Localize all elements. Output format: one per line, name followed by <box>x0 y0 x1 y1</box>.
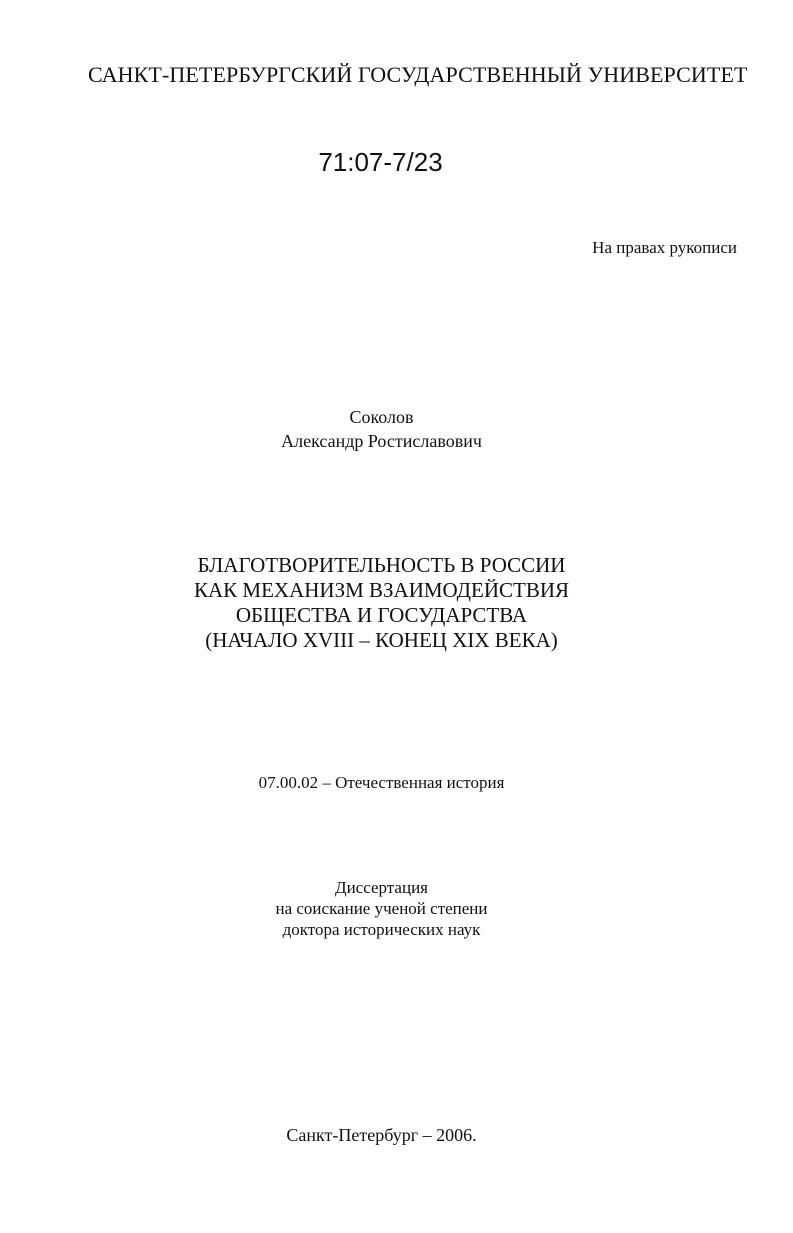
city-year: Санкт-Петербург – 2006. <box>286 1125 477 1145</box>
title-line: БЛАГОТВОРИТЕЛЬНОСТЬ В РОССИИ <box>197 553 566 577</box>
title-line: КАК МЕХАНИЗМ ВЗАИМОДЕЙСТВИЯ <box>193 578 570 602</box>
title-line: (НАЧАЛО XVIII – КОНЕЦ XIX ВЕКА) <box>205 628 558 652</box>
author-surname: Соколов <box>349 407 414 427</box>
specialty: 07.00.02 – Отечественная история <box>258 773 505 792</box>
dissertation-title <box>0 553 763 653</box>
degree-line: на соискание ученой степени <box>275 899 488 918</box>
author-given-names: Александр Ростиславович <box>281 431 482 451</box>
university-name: САНКТ-ПЕТЕРБУРГСКИЙ ГОСУДАРСТВЕННЫЙ УНИВЕРСИТЕТ <box>88 62 748 87</box>
degree-block <box>0 877 763 940</box>
rights-note: На правах рукописи <box>592 238 737 257</box>
title-line: ОБЩЕСТВА И ГОСУДАРСТВА <box>235 603 528 627</box>
catalog-code <box>0 147 793 178</box>
author-block <box>0 405 763 453</box>
catalog-code-text: 71:07-7/23 <box>318 147 443 177</box>
degree-line: доктора исторических наук <box>282 920 481 939</box>
degree-line: Диссертация <box>334 878 428 897</box>
